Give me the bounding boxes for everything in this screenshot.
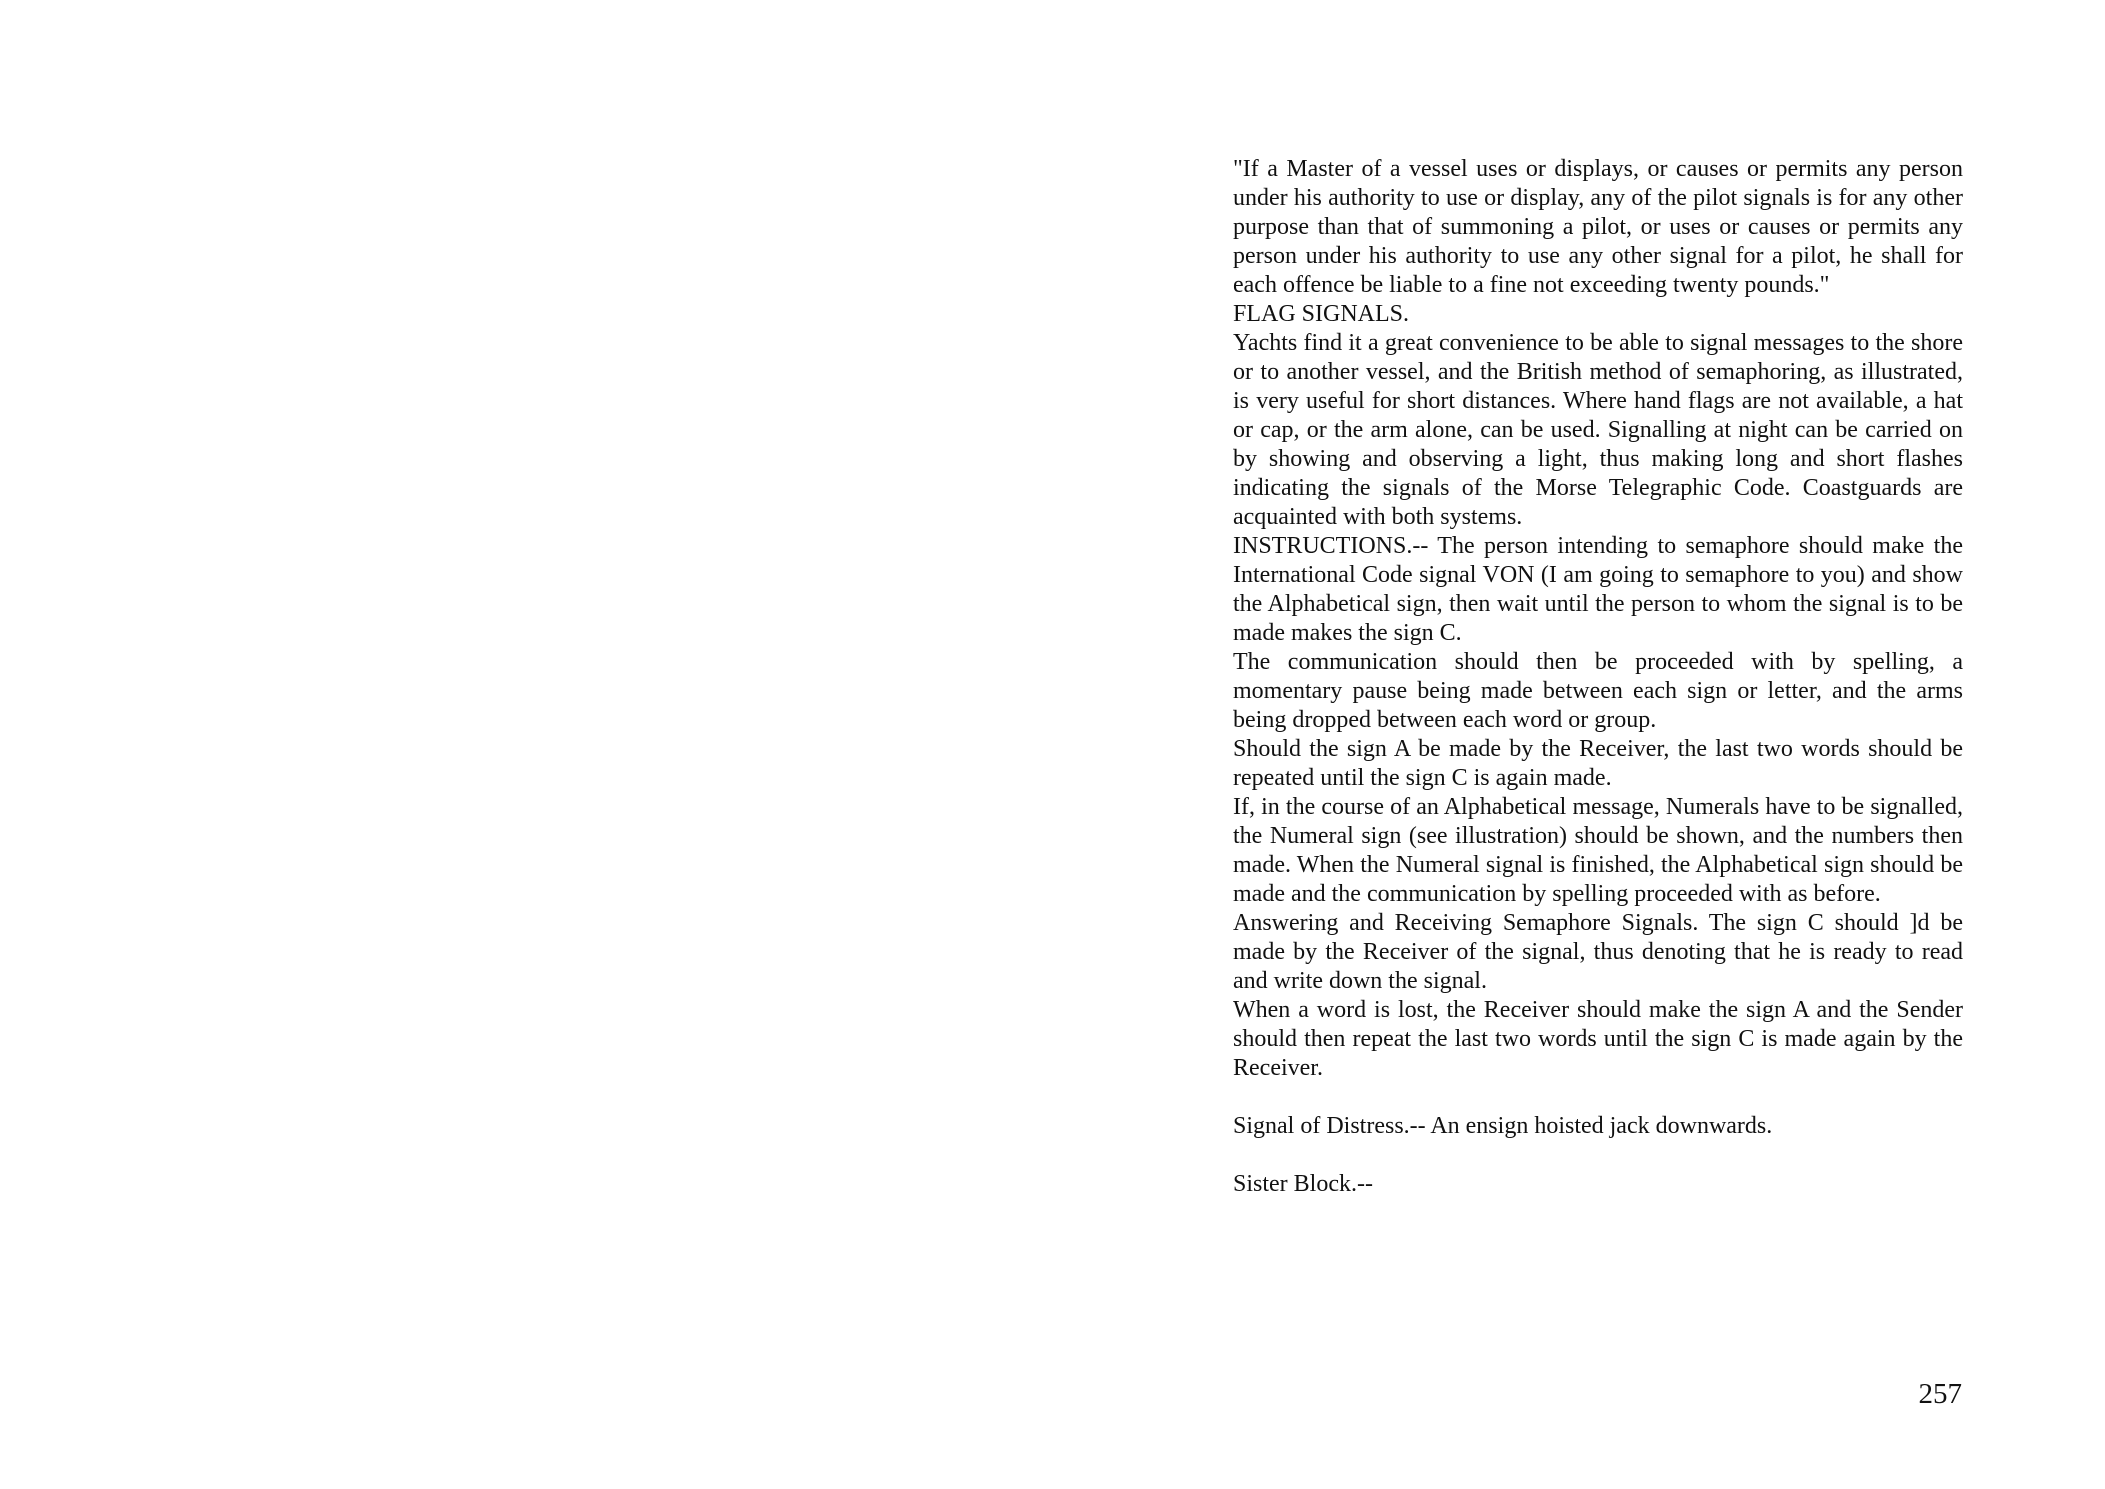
paragraph-sister-block: Sister Block.-- [1233,1171,1373,1197]
paragraph-instructions: INSTRUCTIONS.-- The person intending to semaphore should make the International Code signal VON (I am going to semaphore to you) and show the Alphabetical sign, then wait until the person to whom the signal is to be made makes the sign C. [1233,533,1963,646]
paragraph-pilot-signals-fine: "If a Master of a vessel uses or displays, or causes or permits any person under his authority to use or display, any of the pilot signals is for any other purpose than that of summoning a pilot, or uses or causes or permits any person under his authority to use any other signal for a pilot, he shall for each offence be liable to a fine not exceeding twenty pounds." [1233,156,1963,298]
paragraph-signal-of-distress: Signal of Distress.-- An ensign hoisted jack downwards. [1233,1113,1773,1139]
heading-flag-signals: FLAG SIGNALS. [1233,301,1410,327]
paragraph-yachts-semaphoring: Yachts find it a great convenience to be able to signal messages to the shore or to another vessel, and the British method of semaphoring, as illustrated, is very useful for short distances. Where hand flags are not available, a hat or cap, or the arm alone, can be used. Signalling at night can be carried on by showing and observing a light, thus making long and short flashes indicating the signals of the Morse Telegraphic Code. Coastguards are acquainted with both systems. [1233,330,1963,530]
paragraph-numerals: If, in the course of an Alphabetical message, Numerals have to be signalled, the Numeral sign (see illustration) should be shown, and the numbers then made. When the Numeral signal is finished, the Alphabetical sign should be made and the communication by spelling proceeded with as before. [1233,794,1963,907]
page-number: 257 [1918,1378,1962,1410]
paragraph-communication-spelling: The communication should then be proceeded with by spelling, a momentary pause being made between each sign or letter, and the arms being dropped between each word or group. [1233,649,1963,733]
body-text [1233,155,1963,1199]
paragraph-word-lost: When a word is lost, the Receiver should make the sign A and the Sender should then repeat the last two words until the sign C is made again by the Receiver. [1233,997,1963,1081]
paragraph-answering-receiving: Answering and Receiving Semaphore Signals. The sign C should ]d be made by the Receiver of the signal, thus denoting that he is ready to read and write down the signal. [1233,910,1963,994]
paragraph-sign-a-receiver: Should the sign A be made by the Receiver, the last two words should be repeated until the sign C is again made. [1233,736,1963,791]
